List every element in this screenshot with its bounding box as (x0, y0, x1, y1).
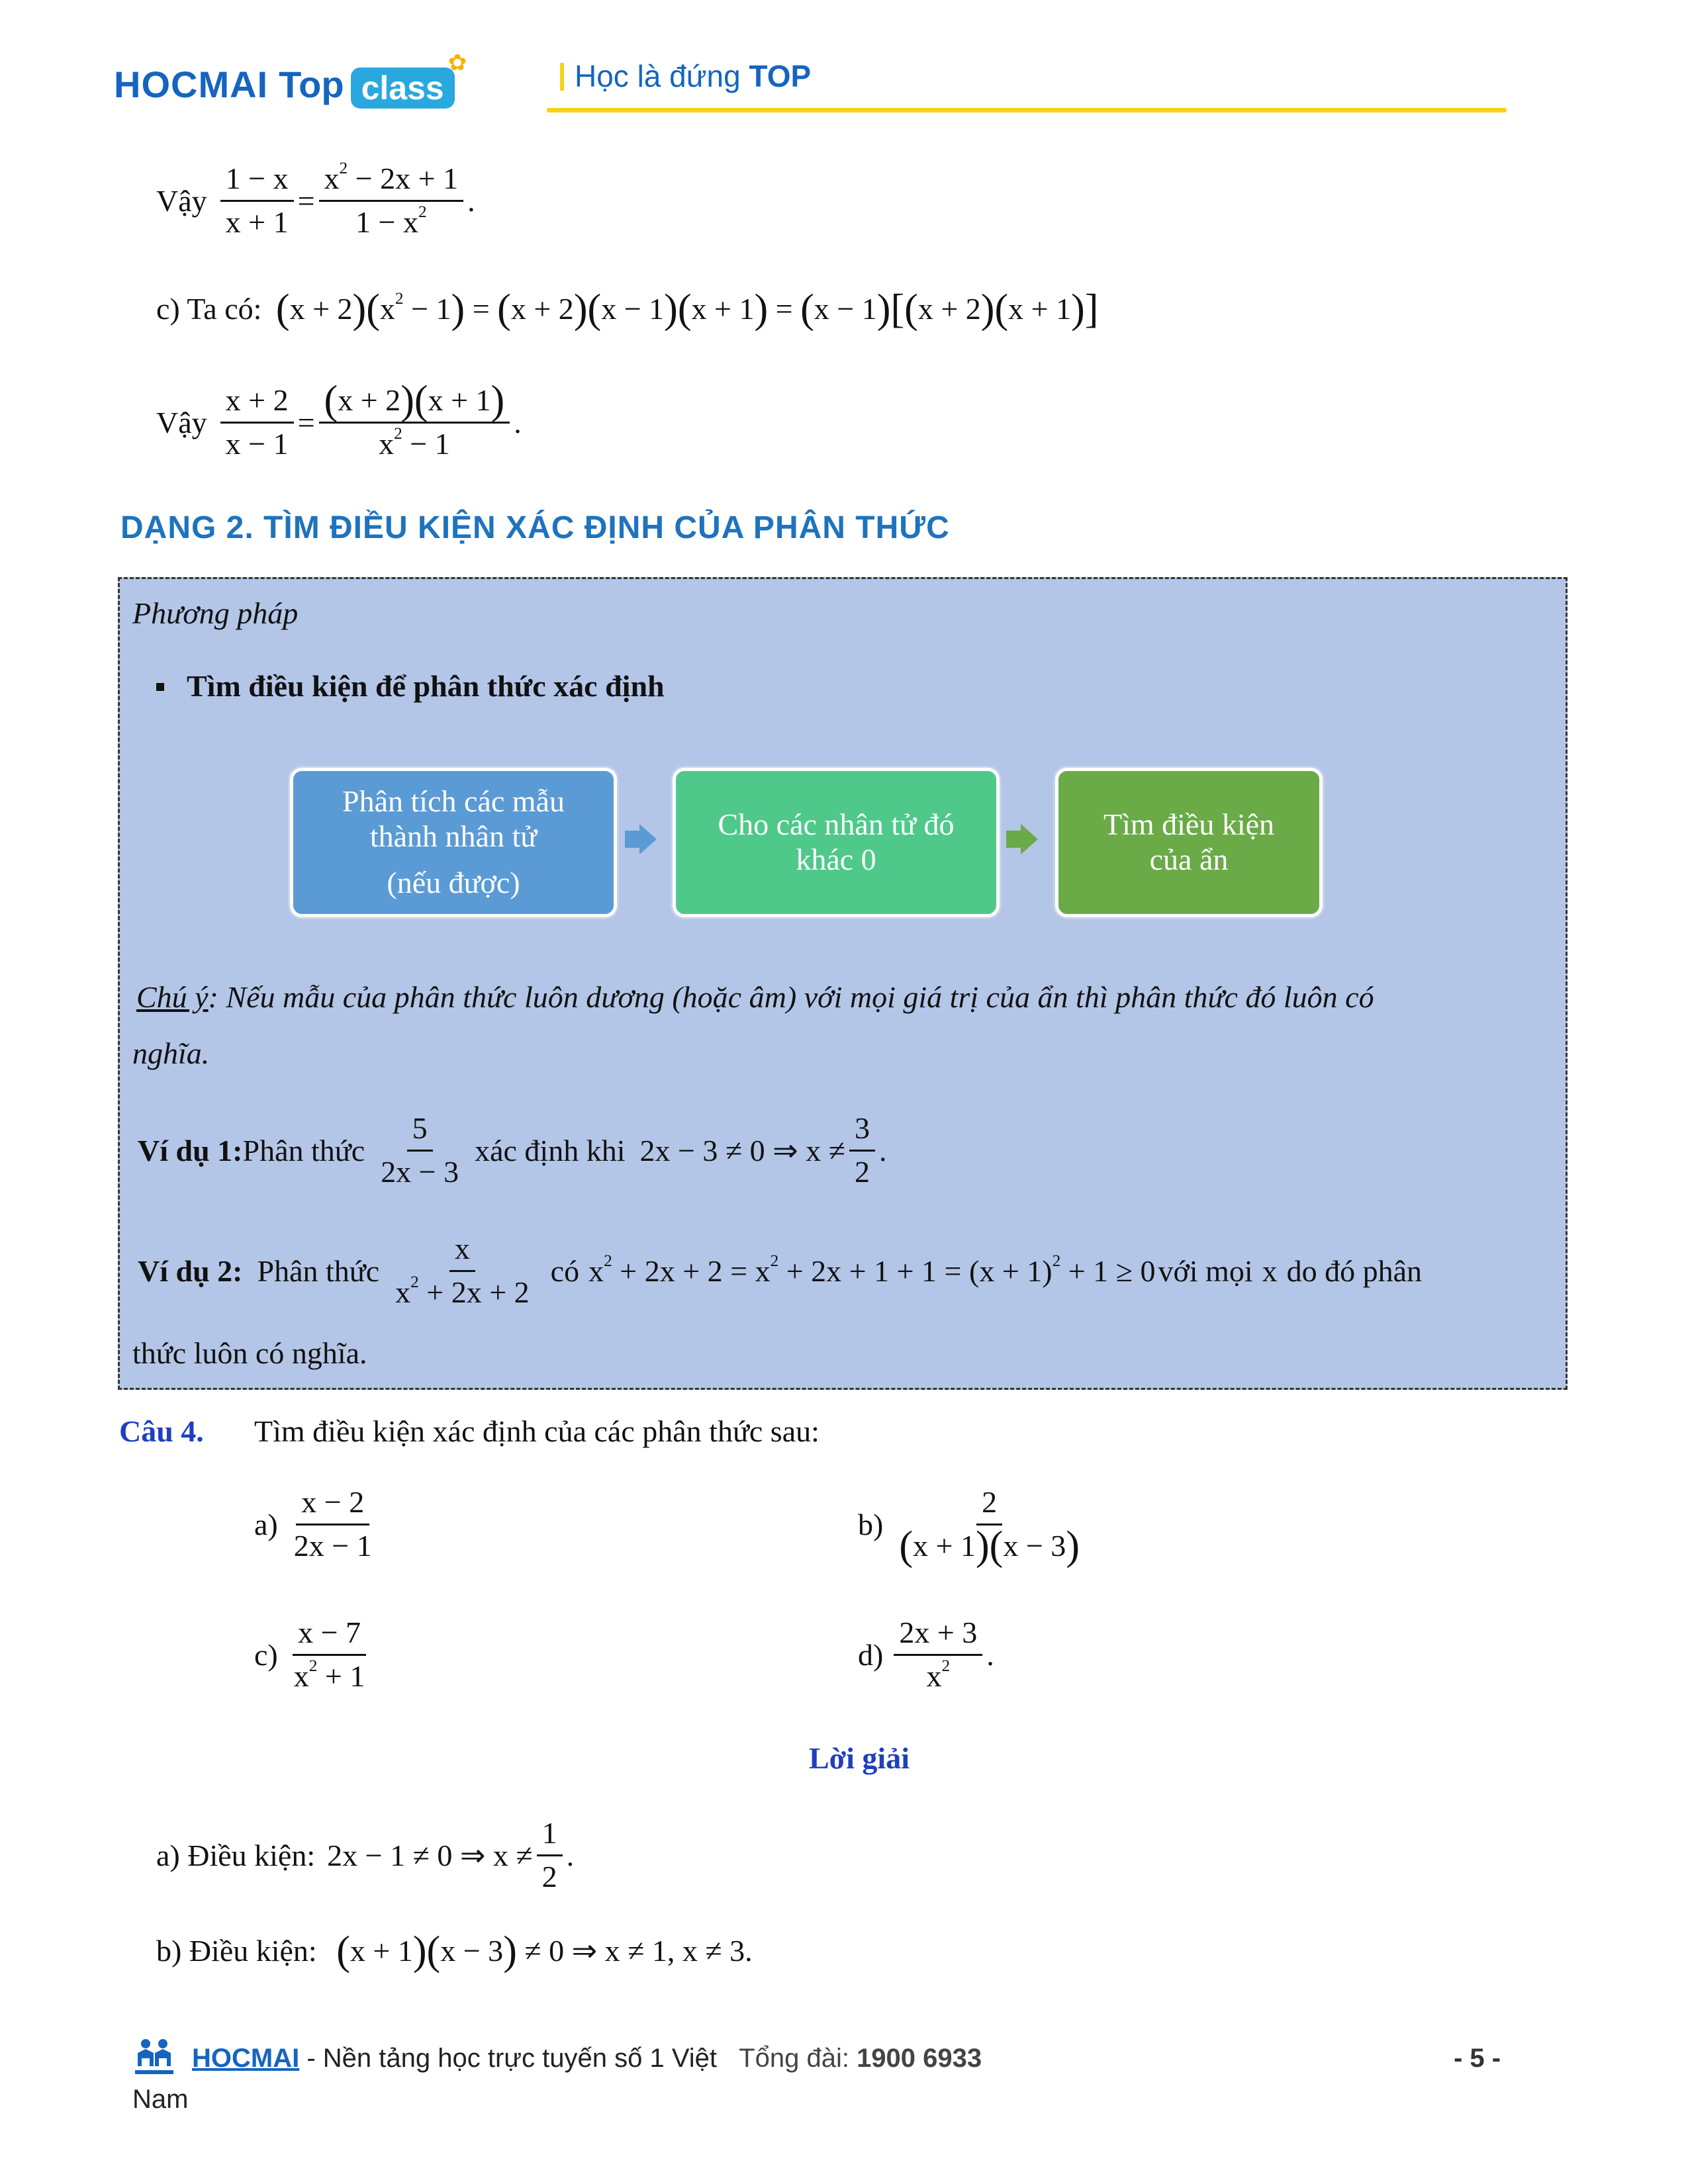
example-1: Ví dụ 1: Phân thức $\frac{5}{2x - 3}$ xác định khi 2x − 3 ≠ 0 ⇒ x ≠ $\frac{3}{2}$ . (138, 1111, 887, 1189)
flow-step-2: Cho các nhân tử đó khác 0 (673, 768, 1000, 917)
footer-brand-link[interactable]: HOCMAI (192, 2044, 300, 2073)
equals-sign: = (297, 183, 315, 218)
logo-class-badge (351, 68, 455, 109)
ex1-fraction: $\frac{5}{2x - 3}$ (381, 1111, 459, 1189)
period-2: . (514, 405, 522, 439)
tagline-separator (560, 63, 564, 91)
method-note (136, 979, 1374, 1015)
solution-a-fraction: $\frac{1}{2}$ (537, 1817, 563, 1893)
bullet-text: Tìm điều kiện để phân thức xác định (187, 669, 665, 703)
vay-equation-2 (156, 377, 522, 461)
logo-star-icon: ✿ (447, 50, 467, 75)
question-text: Tìm điều kiện xác định của các phân thức sau: (254, 1414, 820, 1448)
fraction-right: $\frac{x^2 - 2x + 1}{1 - x^2}$ (319, 162, 464, 239)
fraction-right-2: $\frac{(x + 2)(x + 1)}{x^2 - 1}$ (319, 384, 510, 461)
logo-top-text: Top (279, 63, 344, 105)
ex2-tail: với mọi (1158, 1253, 1253, 1288)
fraction-left-2: $\frac{x + 2}{x - 1}$ (220, 384, 294, 461)
ex1-cond: 2x − 3 ≠ 0 ⇒ x ≠ (639, 1134, 845, 1168)
ex1-label: Ví dụ 1: (138, 1133, 243, 1167)
question-c-fraction: $\frac{x - 7}{x^2 + 1}$ (293, 1615, 365, 1693)
ex1-mid: xác định khi (475, 1133, 626, 1167)
method-title: Phương pháp (132, 596, 299, 630)
ex2-text: Phân thức (257, 1253, 380, 1288)
question-c: c) $\frac{x - 7}{x^2 + 1}$ (254, 1616, 374, 1693)
flow-step-1: Phân tích các mẫu thành nhân tử (nếu được) (290, 768, 617, 917)
vay-label: Vậy (156, 183, 207, 218)
question-a-fraction: $\frac{x - 2}{2x - 1}$ (293, 1485, 372, 1563)
example-2: Ví dụ 2: Phân thức $\frac{x}{x^2 + 2x + 2}$ có $x^2 + 2x + 2 = x^2 + 2x + 1 + 1 = (x + 1)^2 + 1 \ge 0$ với mọi x do đó phân (138, 1232, 1423, 1309)
solution-a: a) Điều kiện: 2x − 1 ≠ 0 ⇒ x ≠ $\frac{1}{2}$ . (156, 1816, 575, 1893)
vay-equation-1 (156, 159, 475, 239)
bullet-icon (156, 683, 164, 691)
ex1-text: Phân thức (242, 1133, 365, 1167)
tagline-prefix: Học là đứng (575, 59, 749, 93)
section-heading: DẠNG 2. TÌM ĐIỀU KIỆN XÁC ĐỊNH CỦA PHÂN THỨC (120, 510, 950, 545)
fraction-left: $\frac{1 - x}{x + 1}$ (220, 162, 294, 239)
ex2-tail2: do đó phân (1286, 1253, 1423, 1288)
method-note-line2: nghĩa. (132, 1036, 210, 1070)
footer-hotline-label: Tổng đài: (739, 2044, 857, 2073)
c-label: c) Ta có: (156, 292, 262, 326)
period: . (467, 183, 475, 218)
solution-b: b) Điều kiện: (x + 1)(x − 3) ≠ 0 ⇒ x ≠ 1, x ≠ 3. (156, 1928, 753, 1974)
note-text: : Nếu mẫu của phân thức luôn dương (hoặc âm) với mọi giá trị của ẩn thì phân thức đó luôn có (208, 980, 1374, 1014)
header-rule (547, 108, 1507, 113)
question-d: d) $\frac{2x + 3}{x^2}$ . (858, 1615, 994, 1693)
header-tagline (560, 58, 811, 94)
question-b: b) $\frac{2}{(x + 1)(x - 3)}$ (858, 1486, 1089, 1563)
ex2-line2: thức luôn có nghĩa. (132, 1336, 367, 1370)
equals-sign-2: = (297, 405, 315, 439)
footer-hotline: 1900 6933 (857, 2044, 982, 2073)
ex1-result-fraction: $\frac{3}{2}$ (849, 1112, 875, 1189)
c-expression: $(x + 2)(x^2 - 1) = (x + 2)(x - 1)(x + 1) = (x - 1)[(x + 2)(x + 1)]$ (275, 286, 1099, 332)
question-a: a) $\frac{x - 2}{2x - 1}$ (254, 1486, 381, 1563)
footer-text: HOCMAI - Nền tảng học trực tuyến số 1 Việt Tổng đài: 1900 6933 (192, 2044, 982, 2073)
flow-step-3: Tìm điều kiện của ẩn (1055, 768, 1323, 917)
vay-label-2: Vậy (156, 405, 207, 439)
note-label: Chú ý (136, 980, 209, 1014)
ex2-label: Ví dụ 2: (138, 1253, 243, 1288)
solution-title: Lời giải (809, 1741, 910, 1775)
ex2-expression: $x^2 + 2x + 2 = x^2 + 2x + 1 + 1 = (x + 1)^2 + 1 \ge 0$ (588, 1251, 1156, 1288)
ex2-fraction: $\frac{x}{x^2 + 2x + 2}$ (395, 1232, 530, 1309)
solution-b-expression: (x + 1)(x − 3) (336, 1928, 517, 1974)
footer-line2: Nam (132, 2085, 189, 2114)
logo-hocmai-text: HOCMAI (114, 63, 269, 105)
question-d-fraction: $\frac{2x + 3}{x^2}$ (894, 1616, 982, 1693)
footer-logo-icon (132, 2037, 176, 2077)
logo-class-text: class (361, 69, 444, 107)
ex2-co: có (550, 1253, 580, 1288)
method-bullet (156, 668, 665, 704)
question-b-fraction: $\frac{2}{(x + 1)(x - 3)}$ (899, 1485, 1080, 1569)
header-logo (114, 50, 473, 114)
page-number: - 5 - (1454, 2044, 1501, 2073)
question-label: Câu 4. (119, 1414, 204, 1448)
c-equation (156, 286, 1099, 332)
tagline-strong: TOP (749, 59, 812, 93)
